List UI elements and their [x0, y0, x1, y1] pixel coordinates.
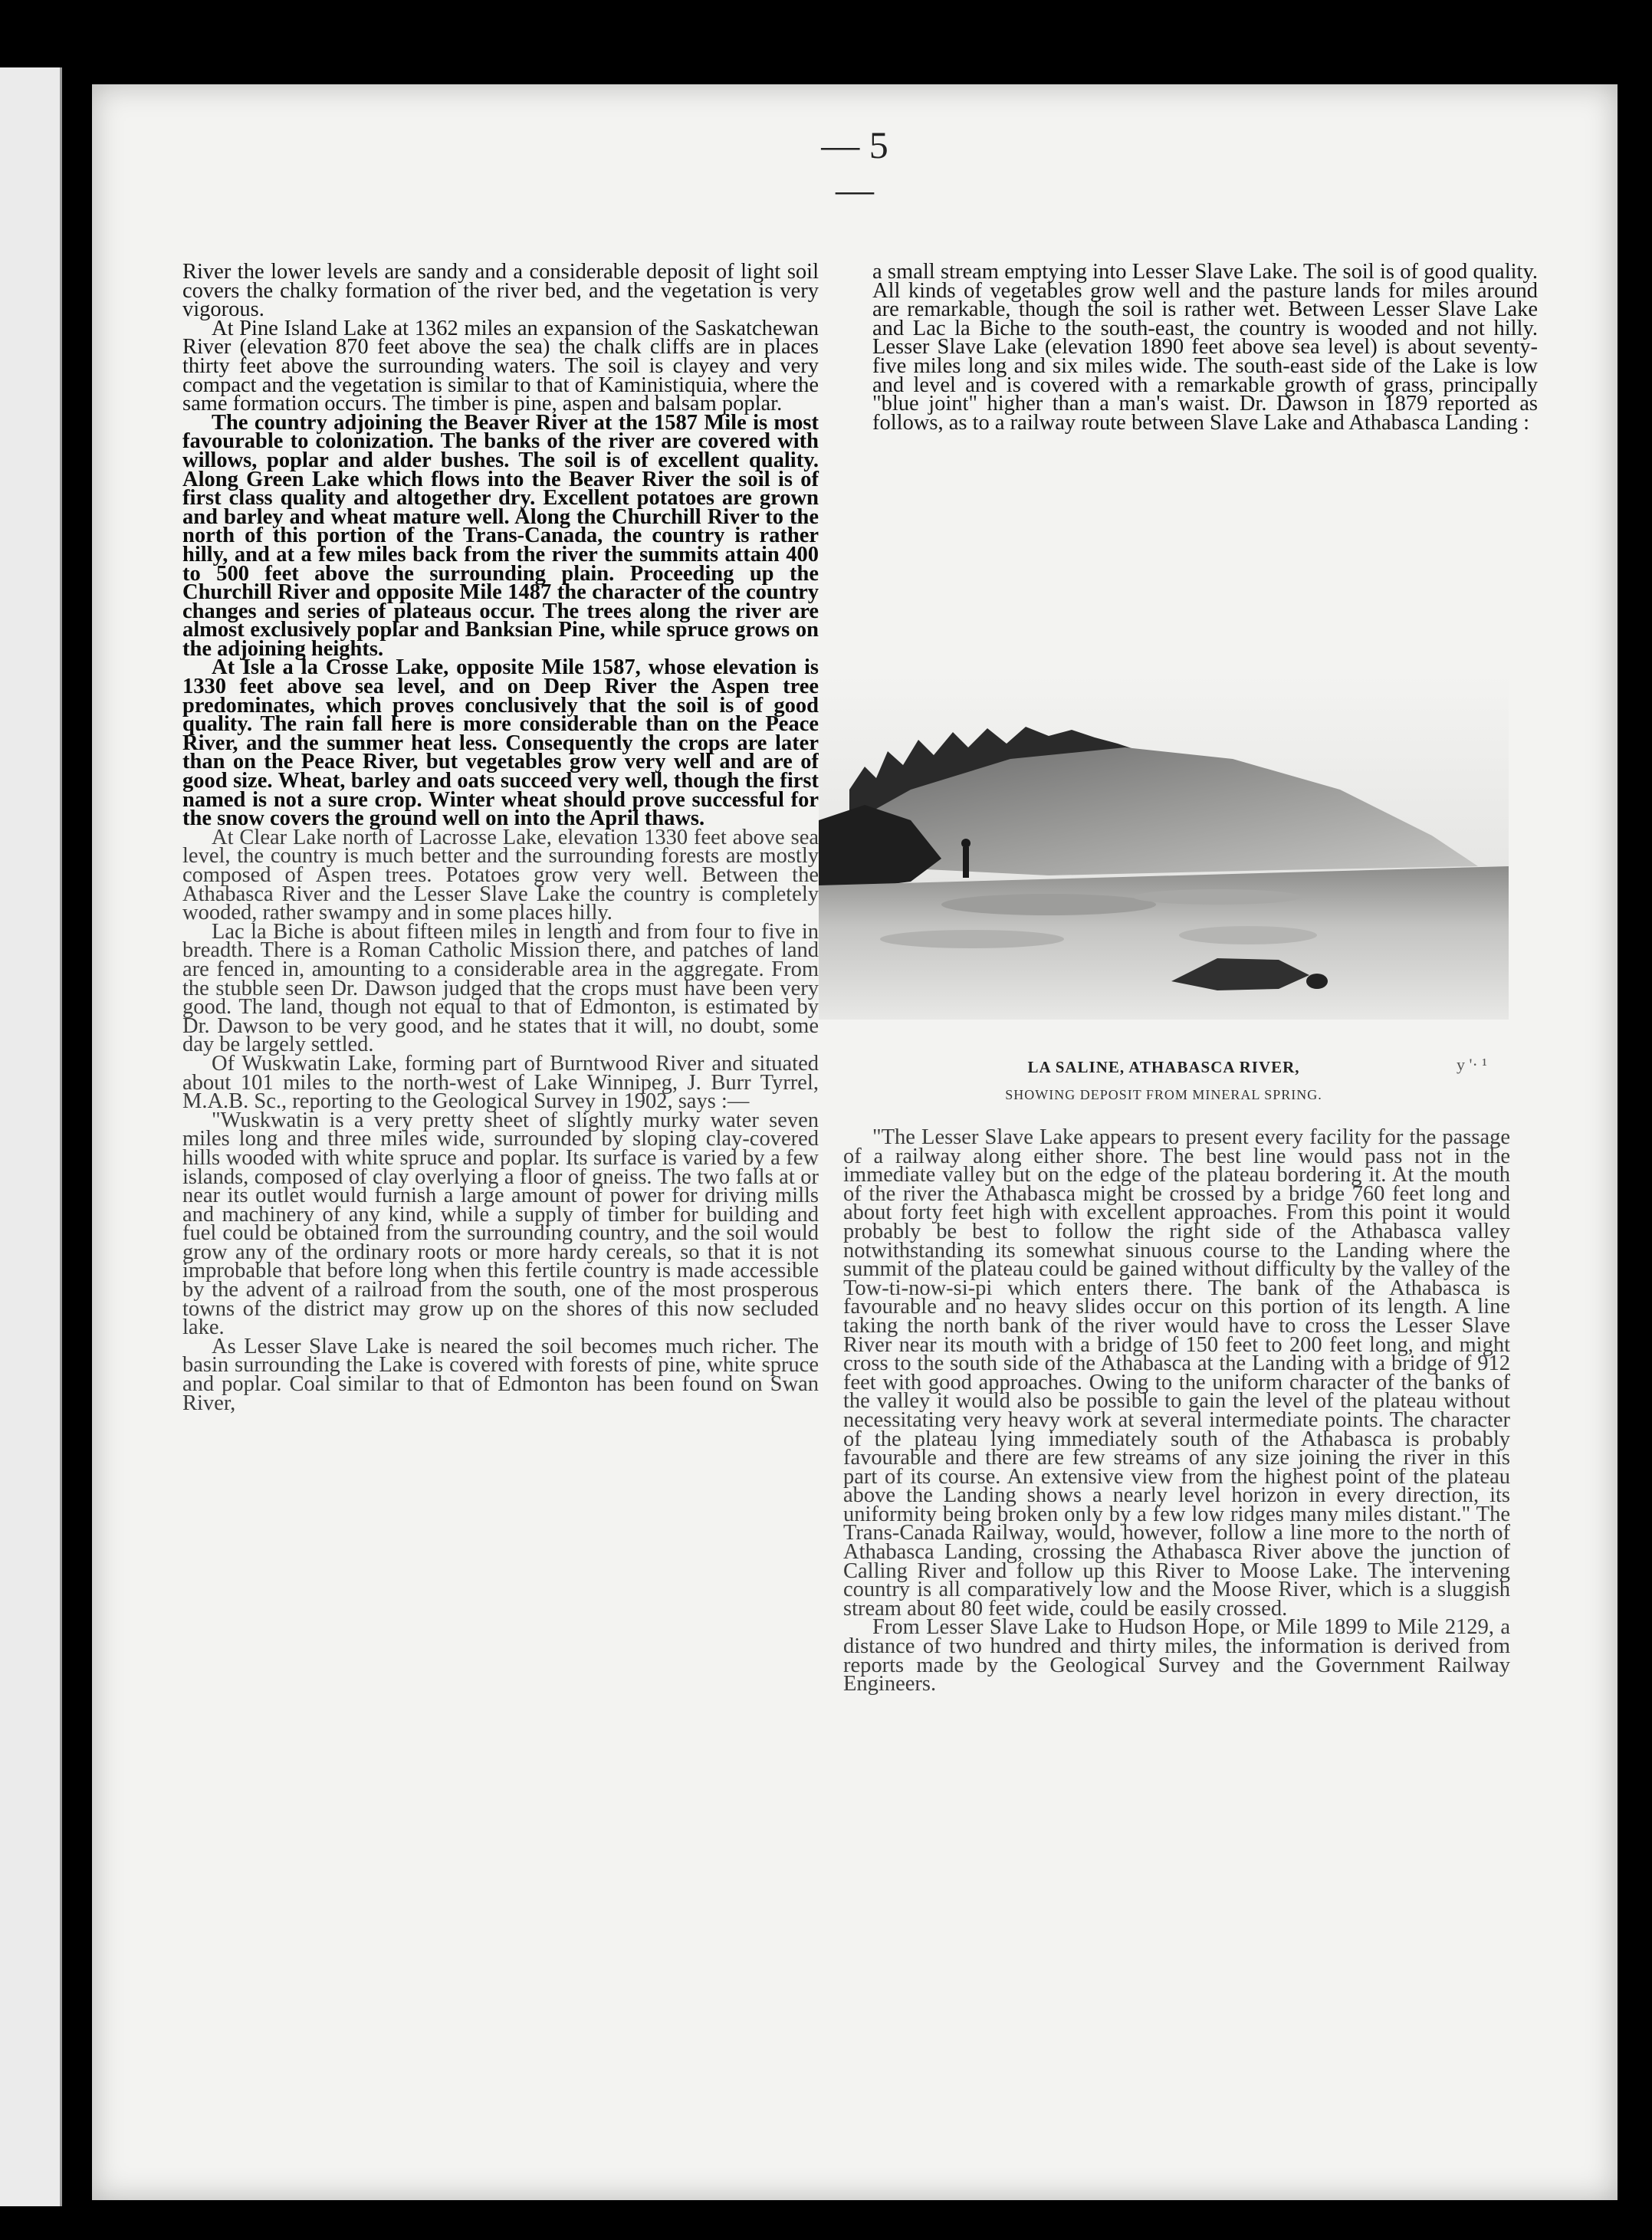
figure-caption-subtitle: SHOWING DEPOSIT FROM MINERAL SPRING.: [1005, 1087, 1322, 1102]
left-text-column: [182, 260, 819, 1415]
paragraph: From Lesser Slave Lake to Hudson Hope, or Mile 1899 to Mile 2129, a distance of two hundred and thirty miles, the information is derived from reports made by the Geological Survey and the Government Railway Engineers.: [843, 1615, 1510, 1696]
previous-page-edge: [0, 67, 62, 2206]
paragraph: Lac la Biche is about fifteen miles in length and from four to five in breadth. There is a Roman Catholic Mission there, and patches of land are fenced in, amounting to a considerable area in the aggregate. From the stubble seen Dr. Dawson judged that the crops must have been very good. The land, though not equal to that of Edmonton, is estimated by Dr. Dawson to be very good, and he states that it will, no doubt, some day be largely settled.: [182, 919, 819, 1057]
landscape-photo-image: [819, 675, 1509, 1020]
paragraph: At Isle a la Crosse Lake, opposite Mile 1587, whose elevation is 1330 feet above sea level, and on Deep River the Aspen tree predominates, which proves conclusively that the soil is of good quality. The rain fall here is more considerable than on the Peace River, and the summer heat less. Consequently the crops are later than on the Peace River, but vegetables grow very well and are of good size. Wheat, barley and oats succeed very well, though the first named is not a sure crop. Winter wheat should prove successful for the snow covers the ground well on into the April thaws.: [182, 655, 819, 831]
paragraph: The country adjoining the Beaver River at the 1587 Mile is most favourable to colonization. The banks of the river are covered with willows, poplar and alder bushes. The soil is of excellent quality. Along Green Lake which flows into the Beaver River the soil is of first class quality and altogether dry. Excellent potatoes are grown and barley and wheat mature well. Along the Churchill River to the north of this portion of the Trans-Canada, the country is rather hilly, and at a few miles back from the river the summits attain 400 to 500 feet above the surrounding plain. Proceeding up the Churchill River and opposite Mile 1487 the character of the country changes and series of plateaus occur. The trees along the river are almost exclusively poplar and Banksian Pine, while spruce grows on the adjoining heights.: [182, 410, 819, 661]
page-number: — 5 —: [821, 123, 888, 211]
paragraph: River the lower levels are sandy and a considerable deposit of light soil covers the chalky formation of the river bed, and the vegetation is very vigorous.: [182, 260, 819, 322]
right-text-column-top: [872, 260, 1538, 435]
paragraph: "Wuskwatin is a very pretty sheet of slightly murky water seven miles long and three miles wide, surrounded by sloping clay-covered hills wooded with white spruce and poplar. Its surface is varied by a few islands, composed of clay overlying a floor of gneiss. The two falls at or near its outlet would furnish a large amount of power for driving mills and machinery of any kind, while a supply of timber for building and fuel could be obtained from the surrounding country, and the soil would grow any of the ordinary roots or more hardy cereals, so that it is not improbable that before long when this fertile country is made accessible by the advent of a railroad from the south, one of the most prosperous towns of the district may grow up on the shores of this now secluded lake.: [182, 1108, 819, 1340]
figure-caption-title: LA SALINE, ATHABASCA RIVER,: [1027, 1058, 1300, 1076]
paragraph: Of Wuskwatin Lake, forming part of Burntwood River and situated about 101 miles to the north-west of Lake Winnipeg, J. Burr Tyrrel, M.A.B. Sc., reporting to the Geological Survey in 1902, says :—: [182, 1051, 819, 1114]
paragraph: At Clear Lake north of Lacrosse Lake, elevation 1330 feet above sea level, the country is much better and the surrounding forests are mostly composed of Aspen trees. Potatoes grow very well. Between the Athabasca River and the Lesser Slave Lake the country is completely wooded, rather swampy and in some places hilly.: [182, 825, 819, 925]
paragraph: At Pine Island Lake at 1362 miles an expansion of the Saskatchewan River (elevation 870 feet above the sea) the chalk cliffs are in places thirty feet above the surrounding waters. The soil is clayey and very compact and the vegetation is similar to that of Kaministiquia, where the same formation occurs. The timber is pine, aspen and balsam poplar.: [182, 316, 819, 416]
la-saline-photograph: [819, 675, 1509, 1020]
paragraph: As Lesser Slave Lake is neared the soil becomes much richer. The basin surrounding the Lake is covered with forests of pine, white spruce and poplar. Coal similar to that of Edmonton has been found on Swan River,: [182, 1334, 819, 1415]
printer-mark: y '· ¹: [1457, 1055, 1487, 1074]
paragraph: a small stream emptying into Lesser Slave Lake. The soil is of good quality. All kinds of vegetables grow well and the pasture lands for miles around are remarkable, though the soil is rather wet. Between Lesser Slave Lake and Lac la Biche to the south-east, the country is wooded and not hilly. Lesser Slave Lake (elevation 1890 feet above sea level) is about seventy-five miles long and six miles wide. The south-east side of the Lake is low and level and is covered with a remarkable growth of grass, principally "blue joint" higher than a man's waist. Dr. Dawson in 1879 reported as follows, as to a railway route between Slave Lake and Athabasca Landing :: [872, 260, 1538, 435]
right-text-column-bottom: [843, 1125, 1510, 1696]
paragraph: "The Lesser Slave Lake appears to present every facility for the passage of a railway along either shore. The best line would pass not in the immediate valley but on the edge of the plateau bordering it. At the mouth of the river the Athabasca might be crossed by a bridge 760 feet long and about forty feet high with excellent approaches. From this point it would probably be best to follow the right side of the Athabasca valley notwithstanding its somewhat sinuous course to the Landing where the summit of the plateau could be gained without difficulty by the valley of the Tow-ti-now-si-pi which enters there. The bank of the Athabasca is favourable and no heavy slides occur on this portion of its length. A line taking the north bank of the river would have to cross the Lesser Slave River near its mouth with a bridge of 150 feet to 200 feet long, and might cross to the south side of the Athabasca at the Landing with a bridge of 912 feet with good approaches. Owing to the uniform character of the banks of the valley it would also be possible to gain the level of the plateau without necessitating very heavy work at several intermediate points. The character of the plateau lying immediately south of the Athabasca is probably favourable and there are few streams of any size joining the river in this part of its course. An extensive view from the highest point of the plateau above the Landing shows a nearly level horizon in every direction, its uniformity being broken only by a few low ridges many miles distant." The Trans-Canada Railway, would, however, follow a line more to the north of Athabasca Landing, crossing the Athabasca River above the junction of Calling River and follow up this River to Moose Lake. The intervening country is all comparatively low and the Moose River, which is a sluggish stream about 80 feet wide, could be easily crossed.: [843, 1125, 1510, 1621]
